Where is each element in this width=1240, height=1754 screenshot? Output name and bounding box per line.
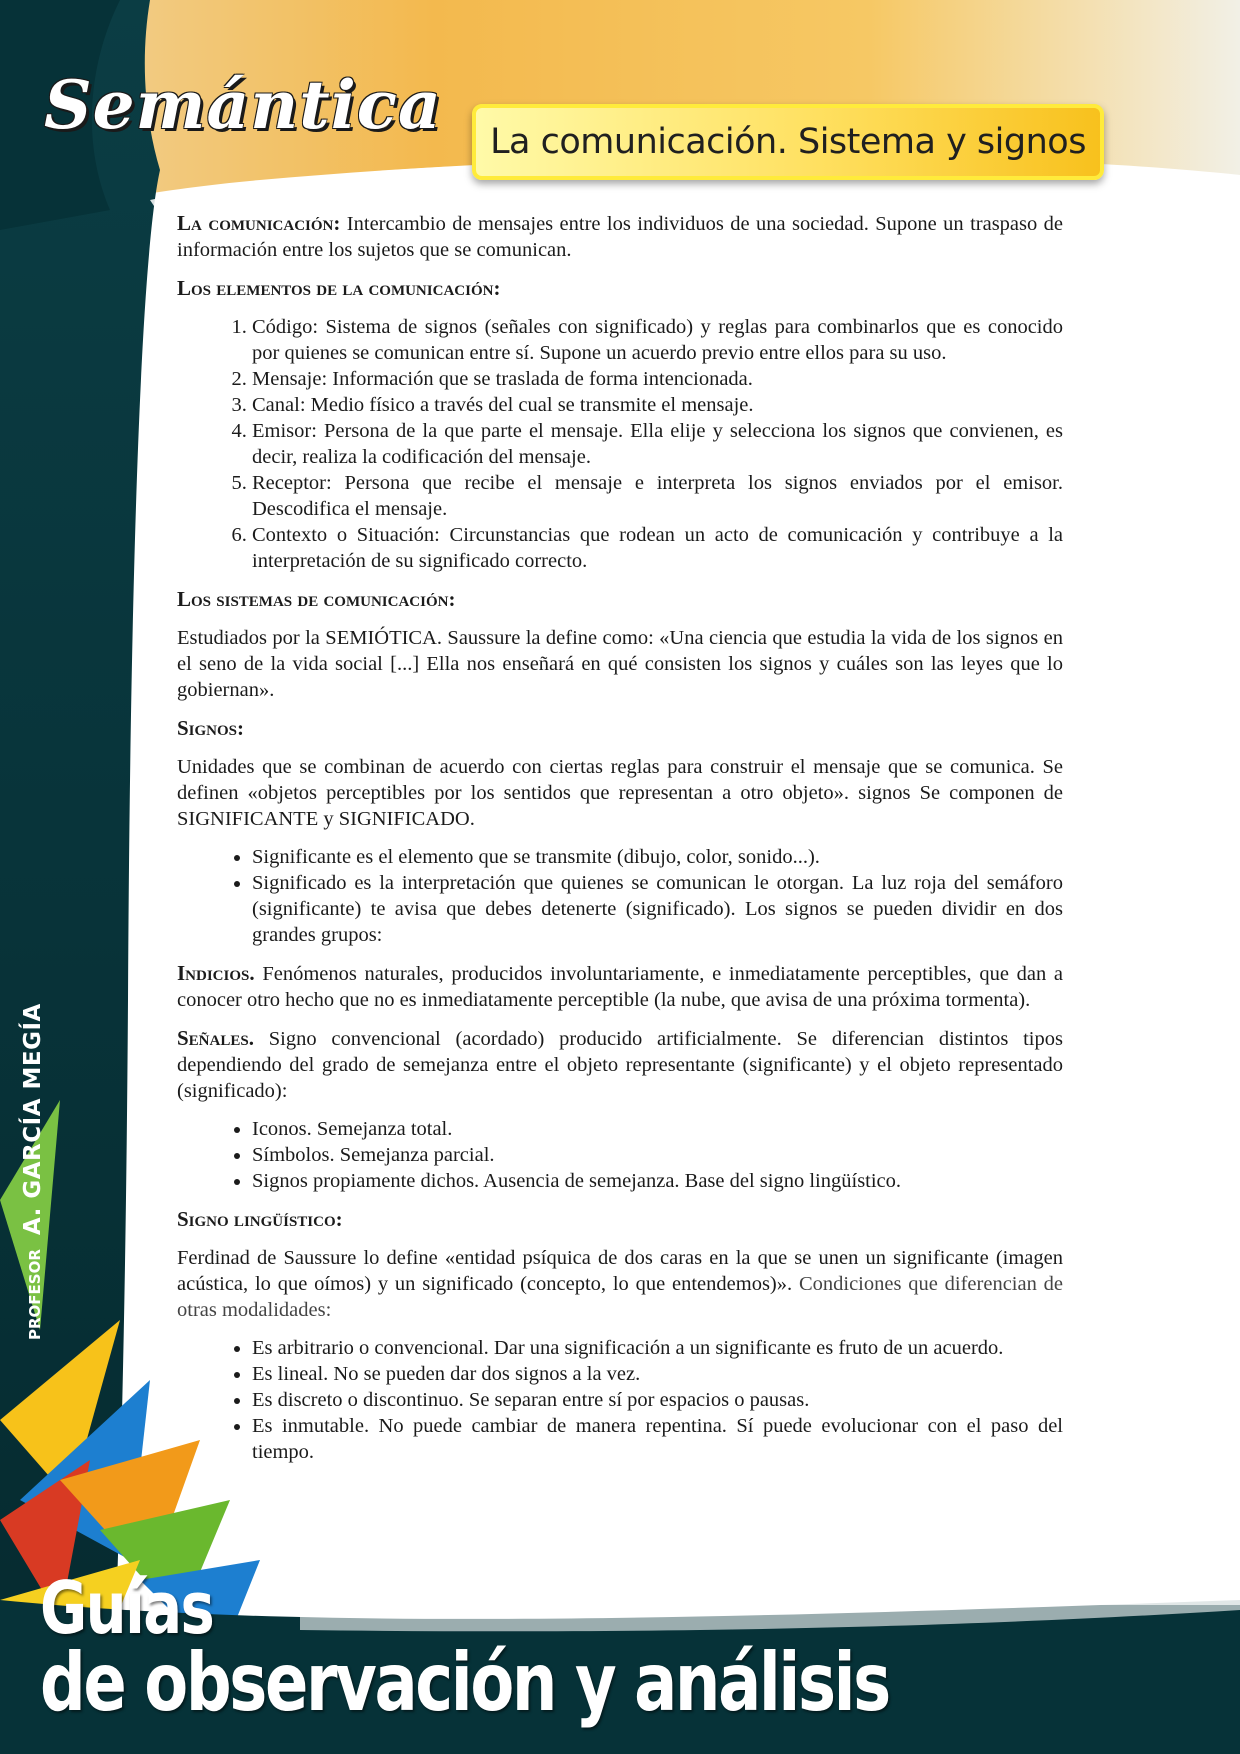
section-senales — [177, 1025, 1063, 1104]
heading-signos: Signos: — [177, 716, 245, 740]
list-item: • Símbolos. Semejanza parcial. — [252, 1142, 1063, 1168]
list-item: • Significante es el elemento que se transmite (dibujo, color, sonido...). — [252, 844, 1063, 870]
text-signos: Unidades que se combinan de acuerdo con ciertas reglas para construir el mensaje que se comunica. Se definen «objetos perceptibles por los sentidos que representan a otro objeto». signos Se componen de SIGNIFICANTE y SIGNIFICADO. — [177, 756, 1063, 830]
heading-comunicacion: La comunicación: — [177, 211, 341, 235]
brand-logo: Semántica — [44, 66, 442, 144]
list-item: 2. Mensaje: Información que se traslada de forma intencionada. — [252, 366, 1063, 392]
list-item: • Es inmutable. No puede cambiar de manera repentina. Sí puede evolucionar con el paso del tiempo. — [252, 1413, 1063, 1465]
list-item: 3. Canal: Medio físico a través del cual se transmite el mensaje. — [252, 392, 1063, 418]
profesor-label: PROFESOR — [26, 1249, 44, 1340]
section-comunicacion — [177, 210, 1063, 263]
text-linguistico-main: Ferdinad de Saussure lo define «entidad psíquica de dos caras en la que se unen un significante (imagen acústica, lo que oímos) y un significado (concepto, lo que entendemos)». — [177, 1247, 1063, 1295]
list-item: • Es discreto o discontinuo. Se separan entre sí por espacios o pausas. — [252, 1387, 1063, 1413]
text-comunicacion: Intercambio de mensajes entre los individuos de una sociedad. Supone un traspaso de información entre los sujetos que se comunican. — [177, 213, 1064, 261]
heading-senales: Señales. — [177, 1026, 254, 1050]
senales-list — [177, 1116, 1063, 1194]
text-indicios: Fenómenos naturales, producidos involuntariamente, e inmediatamente perceptibles, que dan a conocer otro hecho que no es inmediatamente perceptible (la nube, que avisa de una próxima tormenta). — [177, 963, 1064, 1011]
footer-line1: Guías — [40, 1566, 214, 1650]
page-title: La comunicación. Sistema y signos — [490, 122, 1086, 162]
list-item: • Es arbitrario o convencional. Dar una significación a un significante es fruto de un acuerdo. — [252, 1335, 1063, 1361]
linguistico-list — [177, 1335, 1063, 1465]
author-name: A. GARCÍA MEGÍA — [20, 1003, 46, 1236]
list-item: • Significado es la interpretación que quienes se comunican le otorgan. La luz roja del semáforo (significante) te avisa que debes detenerte (significado). Los signos se pueden dividir en dos grandes grupos: — [252, 870, 1063, 948]
section-signos — [177, 715, 1063, 742]
list-item: 1. Código: Sistema de signos (señales con significado) y reglas para combinarlos que es conocido por quienes se comunican entre sí. Supone un acuerdo previo entre ellos para su uso. — [252, 314, 1063, 366]
section-sistemas — [177, 586, 1063, 613]
list-item: • Signos propiamente dichos. Ausencia de semejanza. Base del signo lingüístico. — [252, 1168, 1063, 1194]
title-banner — [472, 104, 1104, 180]
heading-elementos: Los elementos de la comunicación: — [177, 276, 501, 300]
heading-indicios: Indicios. — [177, 961, 255, 985]
main-content — [177, 210, 1063, 1477]
section-linguistico — [177, 1206, 1063, 1233]
heading-linguistico: Signo lingüístico: — [177, 1207, 343, 1231]
text-linguistico-muted: Condiciones que diferencian de otras modalidades: — [177, 1273, 1063, 1321]
section-indicios — [177, 960, 1063, 1013]
list-item: • Es lineal. No se pueden dar dos signos a la vez. — [252, 1361, 1063, 1387]
text-senales: Signo convencional (acordado) producido artificialmente. Se diferencian distintos tipos dependiendo del grado de semejanza entre el objeto representante (significante) y el objeto representado (significado): — [177, 1028, 1063, 1102]
footer-line2: de observación y análisis — [40, 1636, 889, 1729]
text-linguistico — [177, 1245, 1063, 1323]
text-sistemas: Estudiados por la SEMIÓTICA. Saussure la define como: «Una ciencia que estudia la vida de los signos en el seno de la vida social [...] Ella nos enseñará en qué consisten los signos y cuáles son las leyes que lo gobiernan». — [177, 627, 1063, 701]
section-elementos — [177, 275, 1063, 302]
list-item: 5. Receptor: Persona que recibe el mensaje e interpreta los signos enviados por el emisor. Descodifica el mensaje. — [252, 470, 1063, 522]
list-item: • Iconos. Semejanza total. — [252, 1116, 1063, 1142]
list-item: 4. Emisor: Persona de la que parte el mensaje. Ella elije y selecciona los signos que convienen, es decir, realiza la codificación del mensaje. — [252, 418, 1063, 470]
list-item: 6. Contexto o Situación: Circunstancias que rodean un acto de comunicación y contribuye a la interpretación de su significado correcto. — [252, 522, 1063, 574]
elementos-list — [177, 314, 1063, 574]
author-vertical — [20, 940, 60, 1340]
heading-sistemas: Los sistemas de comunicación: — [177, 587, 456, 611]
signos-list — [177, 844, 1063, 948]
